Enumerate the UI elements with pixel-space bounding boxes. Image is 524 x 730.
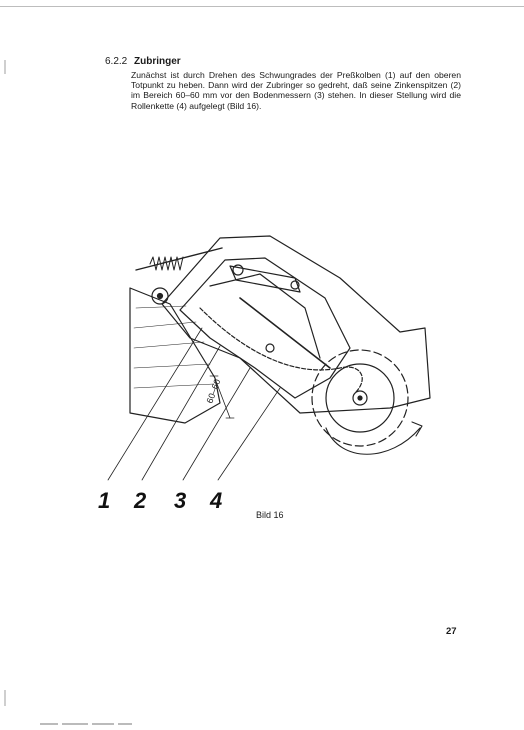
callout-2: 2	[134, 488, 147, 513]
callout-4: 4	[210, 488, 223, 513]
roller-chain	[200, 308, 362, 393]
pivot	[266, 344, 274, 352]
crank-arm	[240, 298, 330, 368]
scan-edge-mark	[4, 60, 6, 74]
section-number: 6.2.2	[105, 56, 128, 67]
scan-bottom-marks	[40, 712, 150, 716]
technical-drawing	[90, 218, 450, 518]
inner-edge	[210, 274, 320, 358]
section-paragraph: Zunächst ist durch Drehen des Schwungrades der Preßkolben (1) auf den oberen Totpunkt zu heben. Dann wird der Zubringer so gedreht, daß seine Zinkenspitzen (2) im Bereich 60–60 mm vor den Bodenmessern (3) stehen. In dieser Stellung wird die Rollenkette (4) aufgelegt (Bild 16).	[131, 70, 461, 111]
dimension-label: 60–60	[204, 377, 223, 405]
inner-frame	[180, 258, 350, 398]
section-heading	[105, 56, 181, 67]
leader-2	[142, 346, 223, 480]
page-number: 27	[446, 626, 457, 637]
figure-caption: Bild 16	[256, 510, 284, 520]
scan-edge-mark	[4, 690, 6, 706]
section-title: Zubringer	[134, 56, 181, 67]
scan-edge-line	[0, 6, 524, 7]
callout-1: 1	[98, 488, 111, 513]
leader-4	[218, 388, 280, 480]
housing-outline	[162, 236, 430, 413]
callout-3: 3	[174, 488, 187, 513]
